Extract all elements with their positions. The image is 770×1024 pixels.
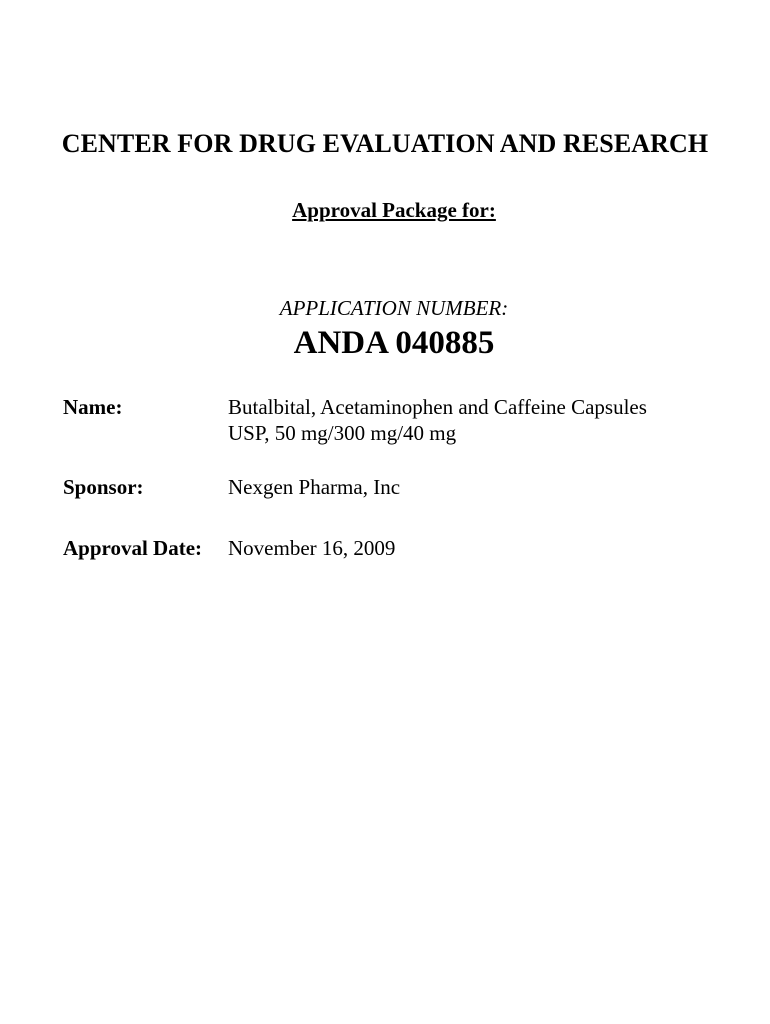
name-value bbox=[228, 394, 728, 446]
approval-date-value: November 16, 2009 bbox=[228, 536, 396, 560]
name-value-line-2: USP, 50 mg/300 mg/40 mg bbox=[228, 421, 457, 445]
application-number-label: APPLICATION NUMBER: bbox=[279, 296, 509, 320]
approval-package-label: Approval Package for: bbox=[292, 198, 496, 222]
name-value-line-1: Butalbital, Acetaminophen and Caffeine Capsules bbox=[228, 395, 647, 419]
application-number: ANDA 040885 bbox=[293, 325, 495, 361]
sponsor-label: Sponsor: bbox=[63, 475, 144, 499]
sponsor-value: Nexgen Pharma, Inc bbox=[228, 475, 401, 499]
name-label: Name: bbox=[63, 395, 123, 419]
approval-date-label: Approval Date: bbox=[63, 536, 203, 560]
page-title: CENTER FOR DRUG EVALUATION AND RESEARCH bbox=[61, 129, 709, 158]
